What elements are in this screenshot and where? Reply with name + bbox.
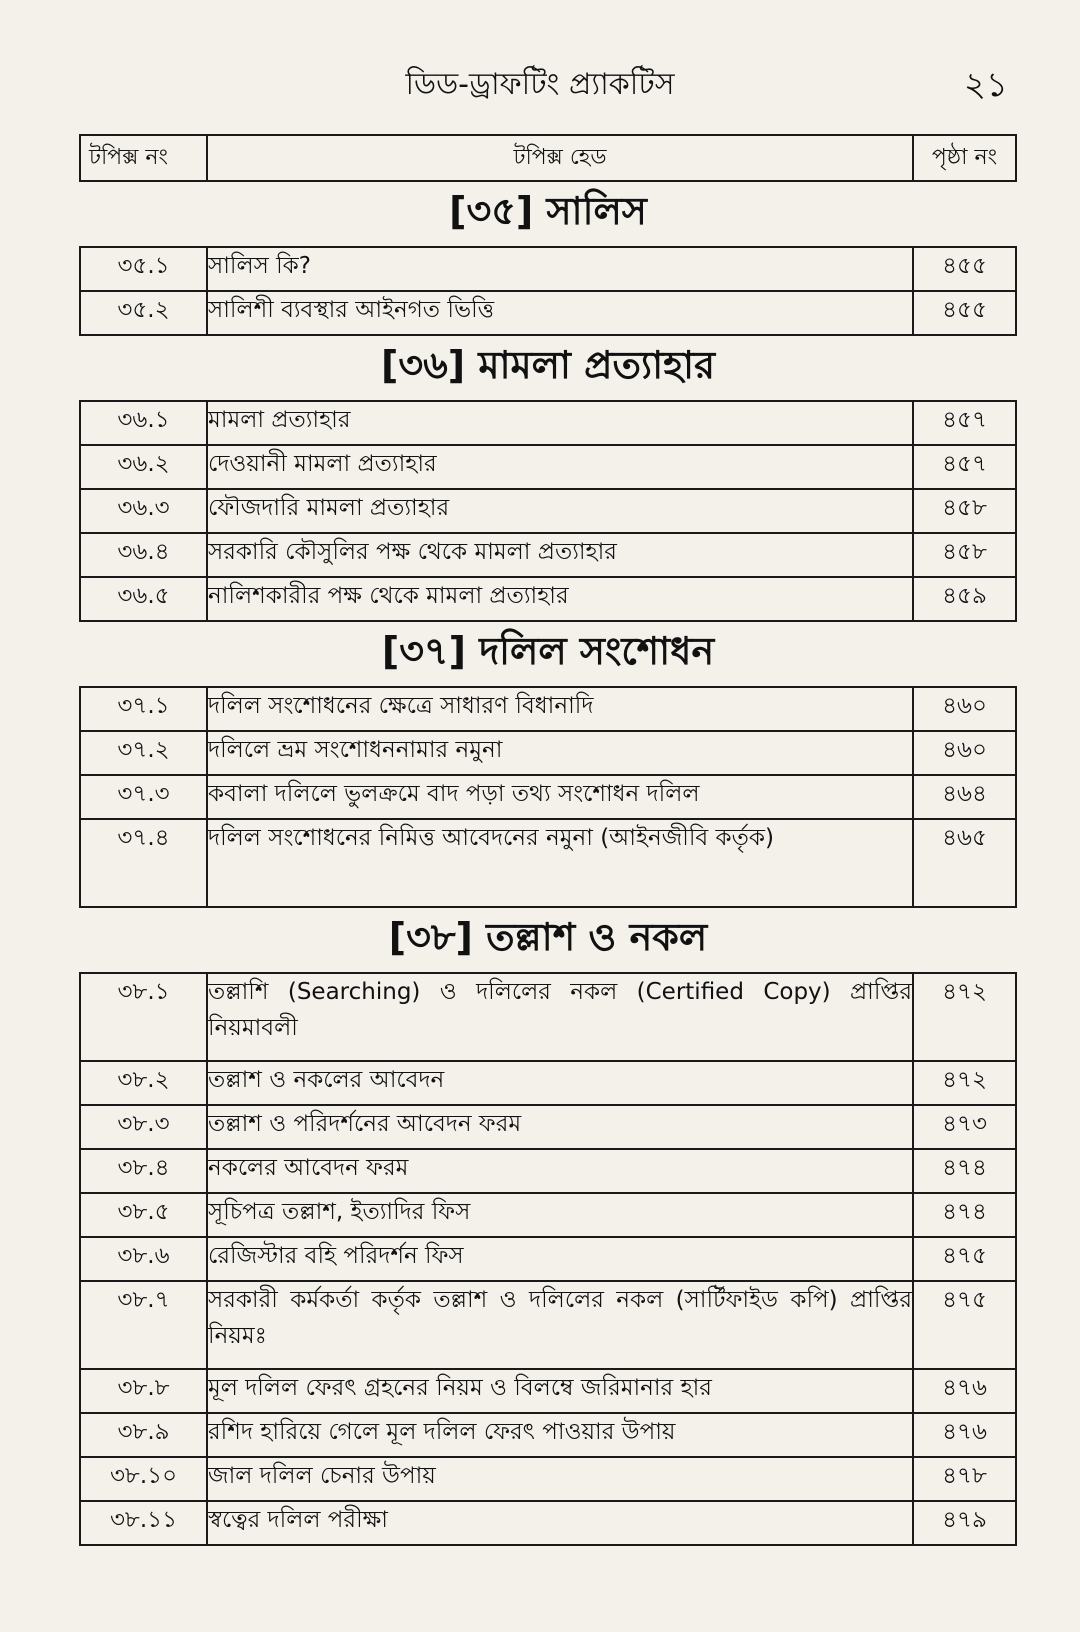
page-number-cell: ৪৫৫ [913,291,1016,335]
table-row [80,291,1016,335]
topic-number: ৩৮.৭ [80,1281,207,1369]
topic-number: ৩৮.২ [80,1061,207,1105]
section-heading-row [80,621,1016,687]
topic-title: তল্লাশ ও নকলের আবেদন [207,1061,913,1105]
section-title: [৩৬] মামলা প্রত্যাহার [80,335,1016,401]
book-title: ডিড-ড্রাফটিং প্র্যাকটিস [405,67,675,102]
page-number-cell: ৪৫৫ [913,247,1016,291]
table-row [80,1413,1016,1457]
topic-number: ৩৮.৯ [80,1413,207,1457]
table-row [80,1501,1016,1545]
topic-title: মামলা প্রত্যাহার [207,401,913,445]
topic-title: দলিল সংশোধনের নিমিত্ত আবেদনের নমুনা (আইনজীবি কর্তৃক) [207,819,913,907]
table-row [80,819,1016,907]
section-heading-row [80,907,1016,973]
page-number-cell: ৪৭৩ [913,1105,1016,1149]
page-number-cell: ৪৭৬ [913,1369,1016,1413]
topic-number: ৩৮.৫ [80,1193,207,1237]
page-number-cell: ৪৫৭ [913,401,1016,445]
topic-number: ৩৬.৫ [80,577,207,621]
topic-number: ৩৫.১ [80,247,207,291]
topic-number: ৩৬.৪ [80,533,207,577]
topic-title: মূল দলিল ফেরৎ গ্রহনের নিয়ম ও বিলম্বে জরিমানার হার [207,1369,913,1413]
page-number-cell: ৪৫৮ [913,489,1016,533]
table-row [80,1369,1016,1413]
topic-number: ৩৮.৮ [80,1369,207,1413]
table-row [80,489,1016,533]
topic-title: সূচিপত্র তল্লাশ, ইত্যাদির ফিস [207,1193,913,1237]
page-number-cell: ৪৭৪ [913,1149,1016,1193]
topic-title: সরকারী কর্মকর্তা কর্তৃক তল্লাশ ও দলিলের নকল (সার্টিফাইড কপি) প্রাপ্তির নিয়মঃ [207,1281,913,1369]
topic-title: দেওয়ানী মামলা প্রত্যাহার [207,445,913,489]
table-row [80,1193,1016,1237]
page-number-cell: ৪৬৫ [913,819,1016,907]
topic-number: ৩৭.৪ [80,819,207,907]
topic-number: ৩৫.২ [80,291,207,335]
table-row [80,247,1016,291]
section-title: [৩৮] তল্লাশ ও নকল [80,907,1016,973]
topic-title: রশিদ হারিয়ে গেলে মূল দলিল ফেরৎ পাওয়ার উপায় [207,1413,913,1457]
topic-number: ৩৮.১১ [80,1501,207,1545]
table-row [80,973,1016,1061]
page-number-cell: ৪৬০ [913,731,1016,775]
column-header-topic-head: টপিক্স হেড [207,135,913,181]
page-number-cell: ৪৫৮ [913,533,1016,577]
page-number: ২১ [963,65,1008,105]
contents-table [79,134,1017,1546]
running-header [0,62,1080,112]
page-number-cell: ৪৬৪ [913,775,1016,819]
topic-title: সরকারি কৌসুলির পক্ষ থেকে মামলা প্রত্যাহার [207,533,913,577]
topic-number: ৩৬.২ [80,445,207,489]
page-number-cell: ৪৭৫ [913,1281,1016,1369]
table-row [80,1237,1016,1281]
topic-title: সালিস কি? [207,247,913,291]
topic-title: নালিশকারীর পক্ষ থেকে মামলা প্রত্যাহার [207,577,913,621]
topic-title: ফৌজদারি মামলা প্রত্যাহার [207,489,913,533]
topic-number: ৩৭.২ [80,731,207,775]
table-row [80,445,1016,489]
section-title: [৩৭] দলিল সংশোধন [80,621,1016,687]
topic-title: রেজিস্টার বহি পরিদর্শন ফিস [207,1237,913,1281]
topic-title: তল্লাশি (Searching) ও দলিলের নকল (Certified Copy) প্রাপ্তির নিয়মাবলী [207,973,913,1061]
column-header-topic-number: টপিক্স নং [80,135,207,181]
table-row [80,533,1016,577]
topic-title: তল্লাশ ও পরিদর্শনের আবেদন ফরম [207,1105,913,1149]
table-row [80,731,1016,775]
table-row [80,1457,1016,1501]
table-row [80,1281,1016,1369]
page-number-cell: ৪৭৪ [913,1193,1016,1237]
topic-number: ৩৬.১ [80,401,207,445]
page-number-cell: ৪৭৯ [913,1501,1016,1545]
topic-number: ৩৮.৬ [80,1237,207,1281]
table-row [80,401,1016,445]
topic-title: জাল দলিল চেনার উপায় [207,1457,913,1501]
page-number-cell: ৪৬০ [913,687,1016,731]
topic-number: ৩৮.৪ [80,1149,207,1193]
topic-title: কবালা দলিলে ভুলক্রমে বাদ পড়া তথ্য সংশোধন দলিল [207,775,913,819]
topic-title: নকলের আবেদন ফরম [207,1149,913,1193]
table-row [80,1105,1016,1149]
table-header-row [80,135,1016,181]
table-row [80,577,1016,621]
page-number-cell: ৪৫৭ [913,445,1016,489]
page-number-cell: ৪৭৬ [913,1413,1016,1457]
topic-title: দলিলে ভ্রম সংশোধননামার নমুনা [207,731,913,775]
page-number-cell: ৪৭৮ [913,1457,1016,1501]
topic-number: ৩৮.১০ [80,1457,207,1501]
page-number-cell: ৪৭২ [913,1061,1016,1105]
section-heading-row [80,335,1016,401]
topic-number: ৩৭.১ [80,687,207,731]
table-row [80,1061,1016,1105]
page-number-cell: ৪৫৯ [913,577,1016,621]
table-row [80,1149,1016,1193]
topic-number: ৩৮.১ [80,973,207,1061]
topic-number: ৩৬.৩ [80,489,207,533]
topic-number: ৩৭.৩ [80,775,207,819]
table-row [80,687,1016,731]
page-number-cell: ৪৭৫ [913,1237,1016,1281]
column-header-page-number: পৃষ্ঠা নং [913,135,1016,181]
topic-number: ৩৮.৩ [80,1105,207,1149]
section-title: [৩৫] সালিস [80,181,1016,247]
topic-title: সালিশী ব্যবস্থার আইনগত ভিত্তি [207,291,913,335]
page-number-cell: ৪৭২ [913,973,1016,1061]
section-heading-row [80,181,1016,247]
topic-title: স্বত্বের দলিল পরীক্ষা [207,1501,913,1545]
table-row [80,775,1016,819]
topic-title: দলিল সংশোধনের ক্ষেত্রে সাধারণ বিধানাদি [207,687,913,731]
table-body [80,181,1016,1545]
